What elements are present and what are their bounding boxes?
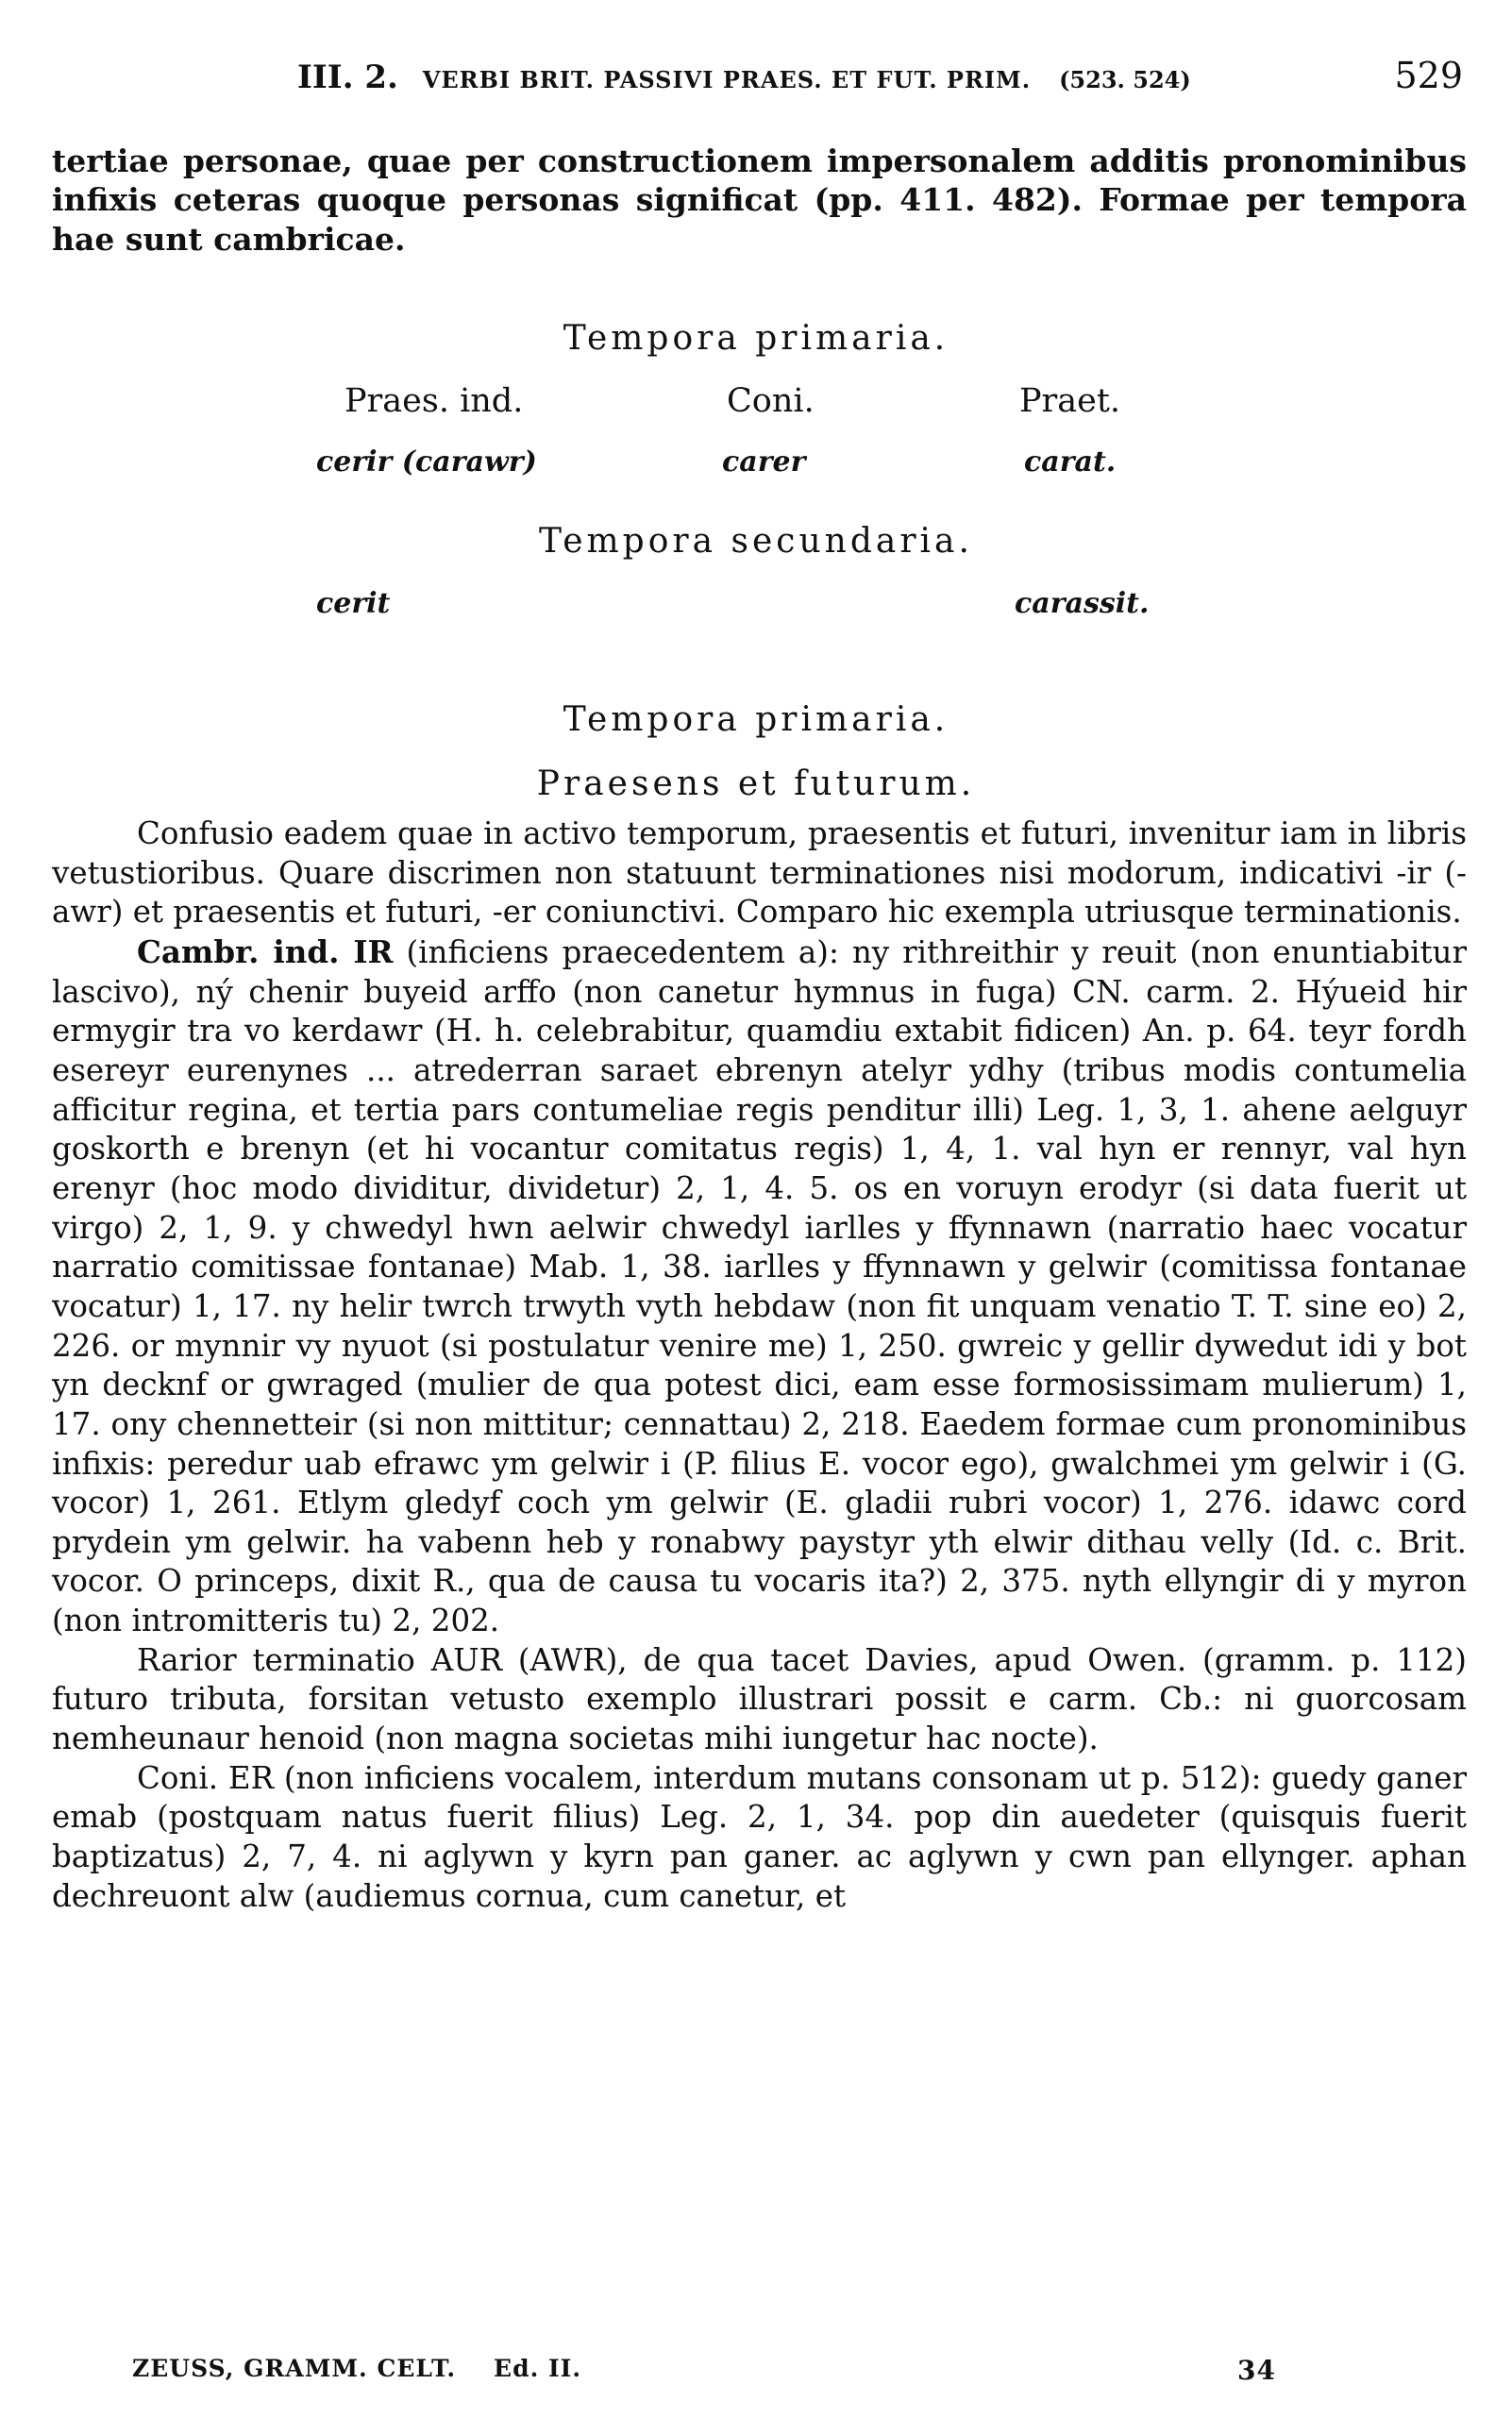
section-subheading: Praesens et futurum. bbox=[536, 764, 976, 803]
footer-title: ZEUSS, GRAMM. CELT. bbox=[132, 2355, 457, 2382]
form-coni: carer bbox=[722, 445, 806, 479]
running-title: VERBI BRIT. PASSIVI PRAES. ET FUT. PRIM. bbox=[422, 66, 1032, 93]
paragraph-confusio: Confusio eadem quae in activo temporum, praesentis et futuri, invenitur iam in libris vetustioribus. Quare discrimen non statuunt terminationes nisi modorum, indicativi -ir (-awr) et praesentis et futuri, -er coniunctivi. Comparo hic exempla utriusque terminationis. bbox=[52, 815, 1467, 931]
form-secondary-1: cerit bbox=[316, 587, 391, 620]
form-secondary-3: carassit. bbox=[1015, 587, 1150, 620]
footer-edition: Ed. II. bbox=[494, 2355, 582, 2382]
section-number: III. 2. bbox=[297, 59, 398, 96]
col-praes-head: Praes. ind. bbox=[344, 382, 524, 420]
cambr-text: (inficiens praecedentem a): ny rithreithir y reuit (non enuntiabitur lascivo), ný chenir buyeid arffo (non canetur hymnus in fuga) CN. carm. 2. Hýueid hir ermygir tra vo kerdawr (H. h. celebrabitur, quamdiu extabit fidicen) An. p. 64. teyr fordh esereyr eurenynes ... atrederran saraet ebrenyn atelyr ydhy (tribus modis contumelia afficitur regina, et tertia pars contumeliae regis penditur illi) Leg. 1, 3, 1. ahene aelguyr goskorth e brenyn (et hi vocantur comitatus regis) 1, 4, 1. val hyn er rennyr, val hyn erenyr (hoc modo dividitur, dividetur) 2, 1, 4. 5. os en voruyn erodyr (si data fuerit ut virgo) 2, 1, 9. y chwedyl hwn aelwir chwedyl iarlles y ffynnawn (narratio haec vocatur narratio comitissae fontanae) Mab. 1, 38. iarlles y ffynnawn y gelwir (comitissa fontanae vocatur) 1, 17. ny helir twrch trwyth vyth hebdaw (non fit unquam venatio T. T. sine eo) 2, 226. or mynnir vy nyuot (si postulatur venire me) 1, 250. gwreic y gellir dywedut idi y bot yn decknf or gwraged (mulier de qua potest dici, eam esse formosissimam mulierum) 1, 17. ony chennetteir (si non mittitur; cennattau) 2, 218. Eaedem formae cum pronominibus infixis: peredur uab efrawc ym gelwir i (P. filius E. vocor ego), gwalchmei ym gelwir i (G. vocor) 1, 261. Etlym gledyf coch ym gelwir (E. gladii rubri vocor) 1, 276. idawc cord prydein ym gelwir. ha vabenn heb y ronabwy paystyr yth elwir dithau velly (Id. c. Brit. vocor. O princeps, dixit R., qua de causa tu vocaris ita?) 2, 375. nyth ellyngir di y myron (non intromitteris tu) 2, 202. bbox=[52, 933, 1467, 1639]
form-praet: carat. bbox=[1024, 445, 1117, 479]
paragraph-cambr bbox=[52, 932, 1467, 1641]
running-header bbox=[297, 55, 1463, 108]
form-praes: cerir (carawr) bbox=[316, 445, 537, 479]
paragraph-rarior: Rarior terminatio AUR (AWR), de qua tacet Davies, apud Owen. (gramm. p. 112) futuro tributa, forsitan vetusto exemplo illustrari possit e carm. Cb.: ni guorcosam nemheunaur henoid (non magna societas mihi iungetur hac nocte). bbox=[52, 1641, 1467, 1757]
paragraph-coni: Coni. ER (non inficiens vocalem, interdum mutans consonam ut p. 512): guedy ganer emab (postquam natus fuerit filius) Leg. 2, 1, 34. pop din auedeter (quisquis fuerit baptizatus) 2, 7, 4. ni aglywn y kyrn pan ganer. ac aglywn y cwn pan ellynger. aphan dechreuont alw (audiemus cornua, cum canetur, et bbox=[52, 1759, 1467, 1914]
paragraph-range: (523. 524) bbox=[1059, 66, 1191, 93]
col-coni-head: Coni. bbox=[727, 382, 815, 420]
page-footer bbox=[132, 2355, 1276, 2393]
intro-paragraph: tertiae personae, quae per constructionem impersonalem additis pronominibus infixis ceteras quoque personas significat (pp. 411. 482). Formae per tempora hae sunt cambricae. bbox=[52, 143, 1467, 258]
col-praet-head: Praet. bbox=[1019, 382, 1121, 420]
section-heading: Tempora primaria. bbox=[563, 700, 949, 739]
main-body bbox=[52, 814, 1467, 1916]
page-number: 529 bbox=[1394, 55, 1463, 96]
table-heading-primary: Tempora primaria. bbox=[563, 319, 949, 358]
table-heading-secondary: Tempora secundaria. bbox=[539, 522, 973, 561]
intro-text bbox=[52, 142, 1467, 259]
cambr-lead: Cambr. ind. IR bbox=[137, 932, 394, 970]
signature-mark: 34 bbox=[1237, 2355, 1276, 2386]
